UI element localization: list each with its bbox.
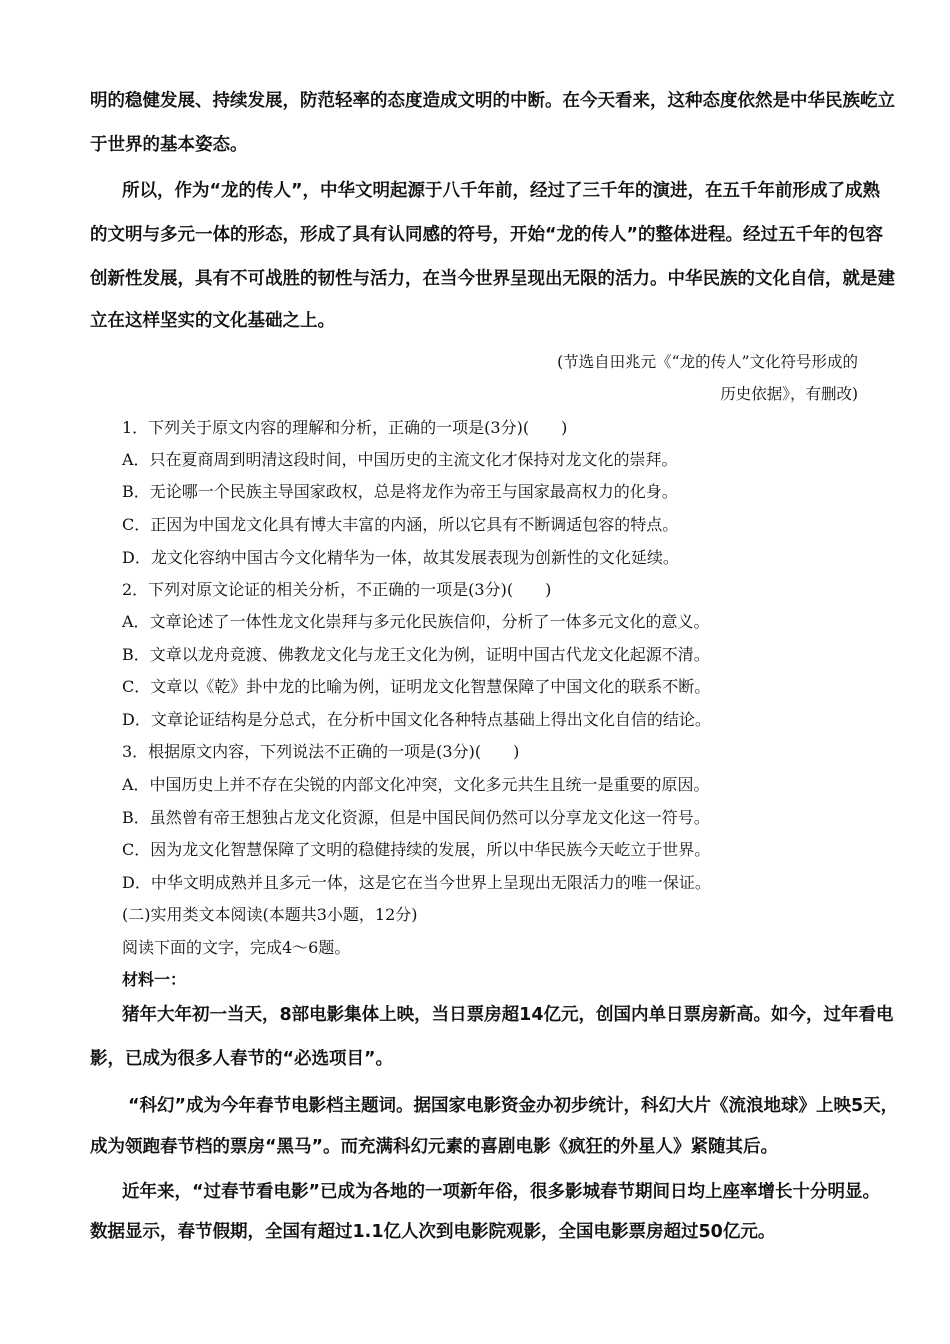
- section-instruction: 阅读下面的文字，完成4～6题。: [122, 938, 351, 957]
- source-citation: (节选自田兆元《“龙的传人”文化符号形成的: [557, 353, 858, 371]
- material-line: 数据显示，春节假期，全国有超过1.1亿人次到电影院观影，全国电影票房超过50亿元。: [90, 1222, 776, 1242]
- question-option: A．只在夏商周到明清这段时间，中国历史的主流文化才保持对龙文化的崇拜。: [122, 450, 678, 469]
- question-option: C．因为龙文化智慧保障了文明的稳健持续的发展，所以中华民族今天屹立于世界。: [122, 840, 711, 859]
- question-stem: 2．下列对原文论证的相关分析，不正确的一项是(3分)( ): [122, 580, 552, 599]
- passage-line: 创新性发展，具有不可战胜的韧性与活力，在当今世界呈现出无限的活力。中华民族的文化自信，就是建: [90, 269, 895, 289]
- material-line: “科幻”成为今年春节电影档主题词。据国家电影资金办初步统计，科幻大片《流浪地球》上映5天，: [128, 1096, 899, 1116]
- passage-line: 所以，作为“龙的传人”，中华文明起源于八千年前，经过了三千年的演进，在五千年前形成了成熟: [122, 181, 880, 201]
- question-option: C．文章以《乾》卦中龙的比喻为例，证明龙文化智慧保障了中国文化的联系不断。: [122, 677, 711, 696]
- material-line: 猪年大年初一当天，8部电影集体上映，当日票房超14亿元，创国内单日票房新高。如今，过年看电: [122, 1005, 894, 1025]
- material-line: 成为领跑春节档的票房“黑马”。而充满科幻元素的喜剧电影《疯狂的外星人》紧随其后。: [90, 1137, 778, 1157]
- question-stem: 1．下列关于原文内容的理解和分析，正确的一项是(3分)( ): [122, 418, 568, 437]
- material-line: 近年来，“过春节看电影”已成为各地的一项新年俗，很多影城春节期间日均上座率增长十分明显。: [122, 1182, 880, 1202]
- question-option: A．文章论述了一体性龙文化崇拜与多元化民族信仰，分析了一体多元文化的意义。: [122, 612, 710, 631]
- passage-line: 的文明与多元一体的形态，形成了具有认同感的符号，开始“龙的传人”的整体进程。经过五千年的包容: [90, 225, 883, 245]
- passage-line: 于世界的基本姿态。: [90, 135, 248, 155]
- question-option: D．龙文化容纳中国古今文化精华为一体，故其发展表现为创新性的文化延续。: [122, 548, 679, 567]
- question-stem: 3．根据原文内容，下列说法不正确的一项是(3分)( ): [122, 742, 520, 761]
- question-option: C．正因为中国龙文化具有博大丰富的内涵，所以它具有不断调适包容的特点。: [122, 515, 679, 534]
- question-option: A．中国历史上并不存在尖锐的内部文化冲突，文化多元共生且统一是重要的原因。: [122, 775, 710, 794]
- source-citation: 历史依据》，有删改): [720, 385, 858, 403]
- section-heading: (二)实用类文本阅读(本题共3小题，12分): [122, 905, 418, 924]
- question-option: D．中华文明成熟并且多元一体，这是它在当今世界上呈现出无限活力的唯一保证。: [122, 873, 711, 892]
- question-option: D．文章论证结构是分总式，在分析中国文化各种特点基础上得出文化自信的结论。: [122, 710, 711, 729]
- material-label: 材料一：: [122, 970, 187, 989]
- question-option: B．无论哪一个民族主导国家政权，总是将龙作为帝王与国家最高权力的化身。: [122, 482, 678, 501]
- question-option: B．虽然曾有帝王想独占龙文化资源，但是中国民间仍然可以分享龙文化这一符号。: [122, 808, 710, 827]
- material-line: 影，已成为很多人春节的“必选项目”。: [90, 1049, 394, 1069]
- passage-line: 立在这样坚实的文化基础之上。: [90, 311, 335, 331]
- passage-line: 明的稳健发展、持续发展，防范轻率的态度造成文明的中断。在今天看来，这种态度依然是中华民族屹立: [90, 91, 895, 111]
- question-option: B．文章以龙舟竞渡、佛教龙文化与龙王文化为例，证明中国古代龙文化起源不清。: [122, 645, 710, 664]
